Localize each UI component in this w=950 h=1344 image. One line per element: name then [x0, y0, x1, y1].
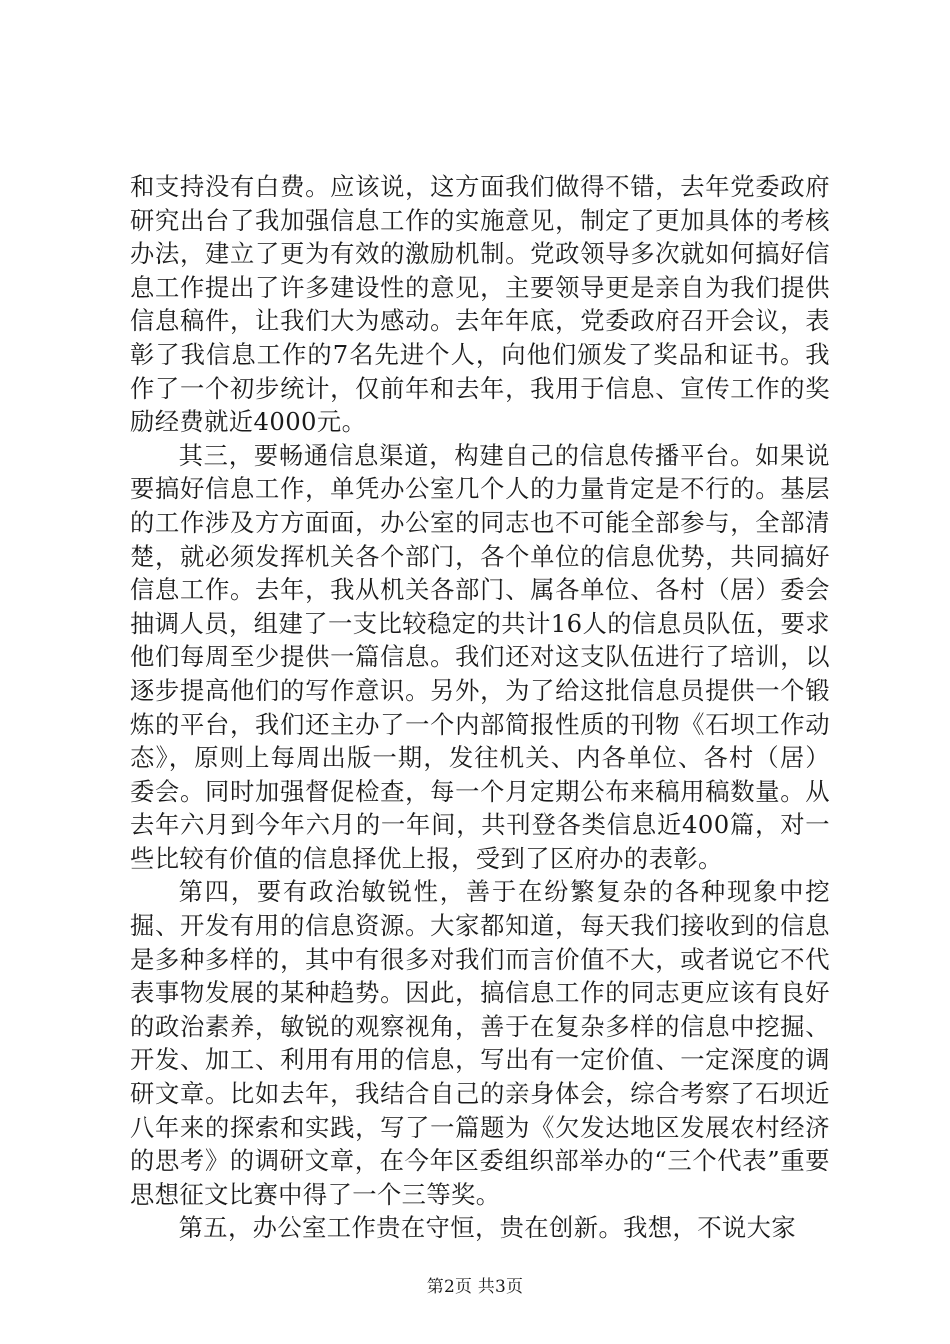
paragraph-4: 第五，办公室工作贵在守恒，贵在创新。我想，不说大家 [178, 1213, 797, 1243]
page-number-footer: 第2页 共3页 [426, 1277, 524, 1297]
paragraph-2: 其三，要畅通信息渠道，构建自己的信息传播平台。如果说要搞好信息工作，单凭办公室几个人的力量肯定是不行的。基层的工作涉及方方面面，办公室的同志也不可能全部参与，全部清楚，就必须发挥机关各个部门，各个单位的信息优势，共同搞好信息工作。去年，我从机关各部门、属各单位、各村（居）委会抽调人员，组建了一支比较稳定的共计16人的信息员队伍，要求他们每周至少提供一篇信息。我们还对这支队伍进行了培训，以逐步提高他们的写作意识。另外，为了给这批信息员提供一个锻炼的平台，我们还主办了一个内部简报性质的刊物《石坝工作动态》，原则上每周出版一期，发往机关、内各单位、各村（居）委会。同时加强督促检查，每一个月定期公布来稿用稿数量。从去年六月到今年六月的一年间，共刊登各类信息近400篇，对一些比较有价值的信息择优上报，受到了区府办的表彰。 [130, 440, 830, 873]
paragraph-3: 第四，要有政治敏锐性，善于在纷繁复杂的各种现象中挖掘、开发有用的信息资源。大家都知道，每天我们接收到的信息是多种多样的，其中有很多对我们而言价值不大，或者说它不代表事物发展的某种趋势。因此，搞信息工作的同志更应该有良好的政治素养，敏锐的观察视角，善于在复杂多样的信息中挖掘、开发、加工、利用有用的信息，写出有一定价值、一定深度的调研文章。比如去年，我结合自己的亲身体会，综合考察了石坝近八年来的探索和实践，写了一篇题为《欠发达地区发展农村经济的思考》的调研文章，在今年区委组织部举办的“三个代表”重要思想征文比赛中得了一个三等奖。 [130, 877, 830, 1209]
document-body [130, 170, 830, 1245]
paragraph-1: 和支持没有白费。应该说，这方面我们做得不错，去年党委政府研究出台了我加强信息工作的实施意见，制定了更加具体的考核办法，建立了更为有效的激励机制。党政领导多次就如何搞好信息工作提出了许多建设性的意见，主要领导更是亲自为我们提供信息稿件，让我们大为感动。去年年底，党委政府召开会议，表彰了我信息工作的7名先进个人，向他们颁发了奖品和证书。我作了一个初步统计，仅前年和去年，我用于信息、宣传工作的奖励经费就近4000元。 [130, 172, 830, 437]
